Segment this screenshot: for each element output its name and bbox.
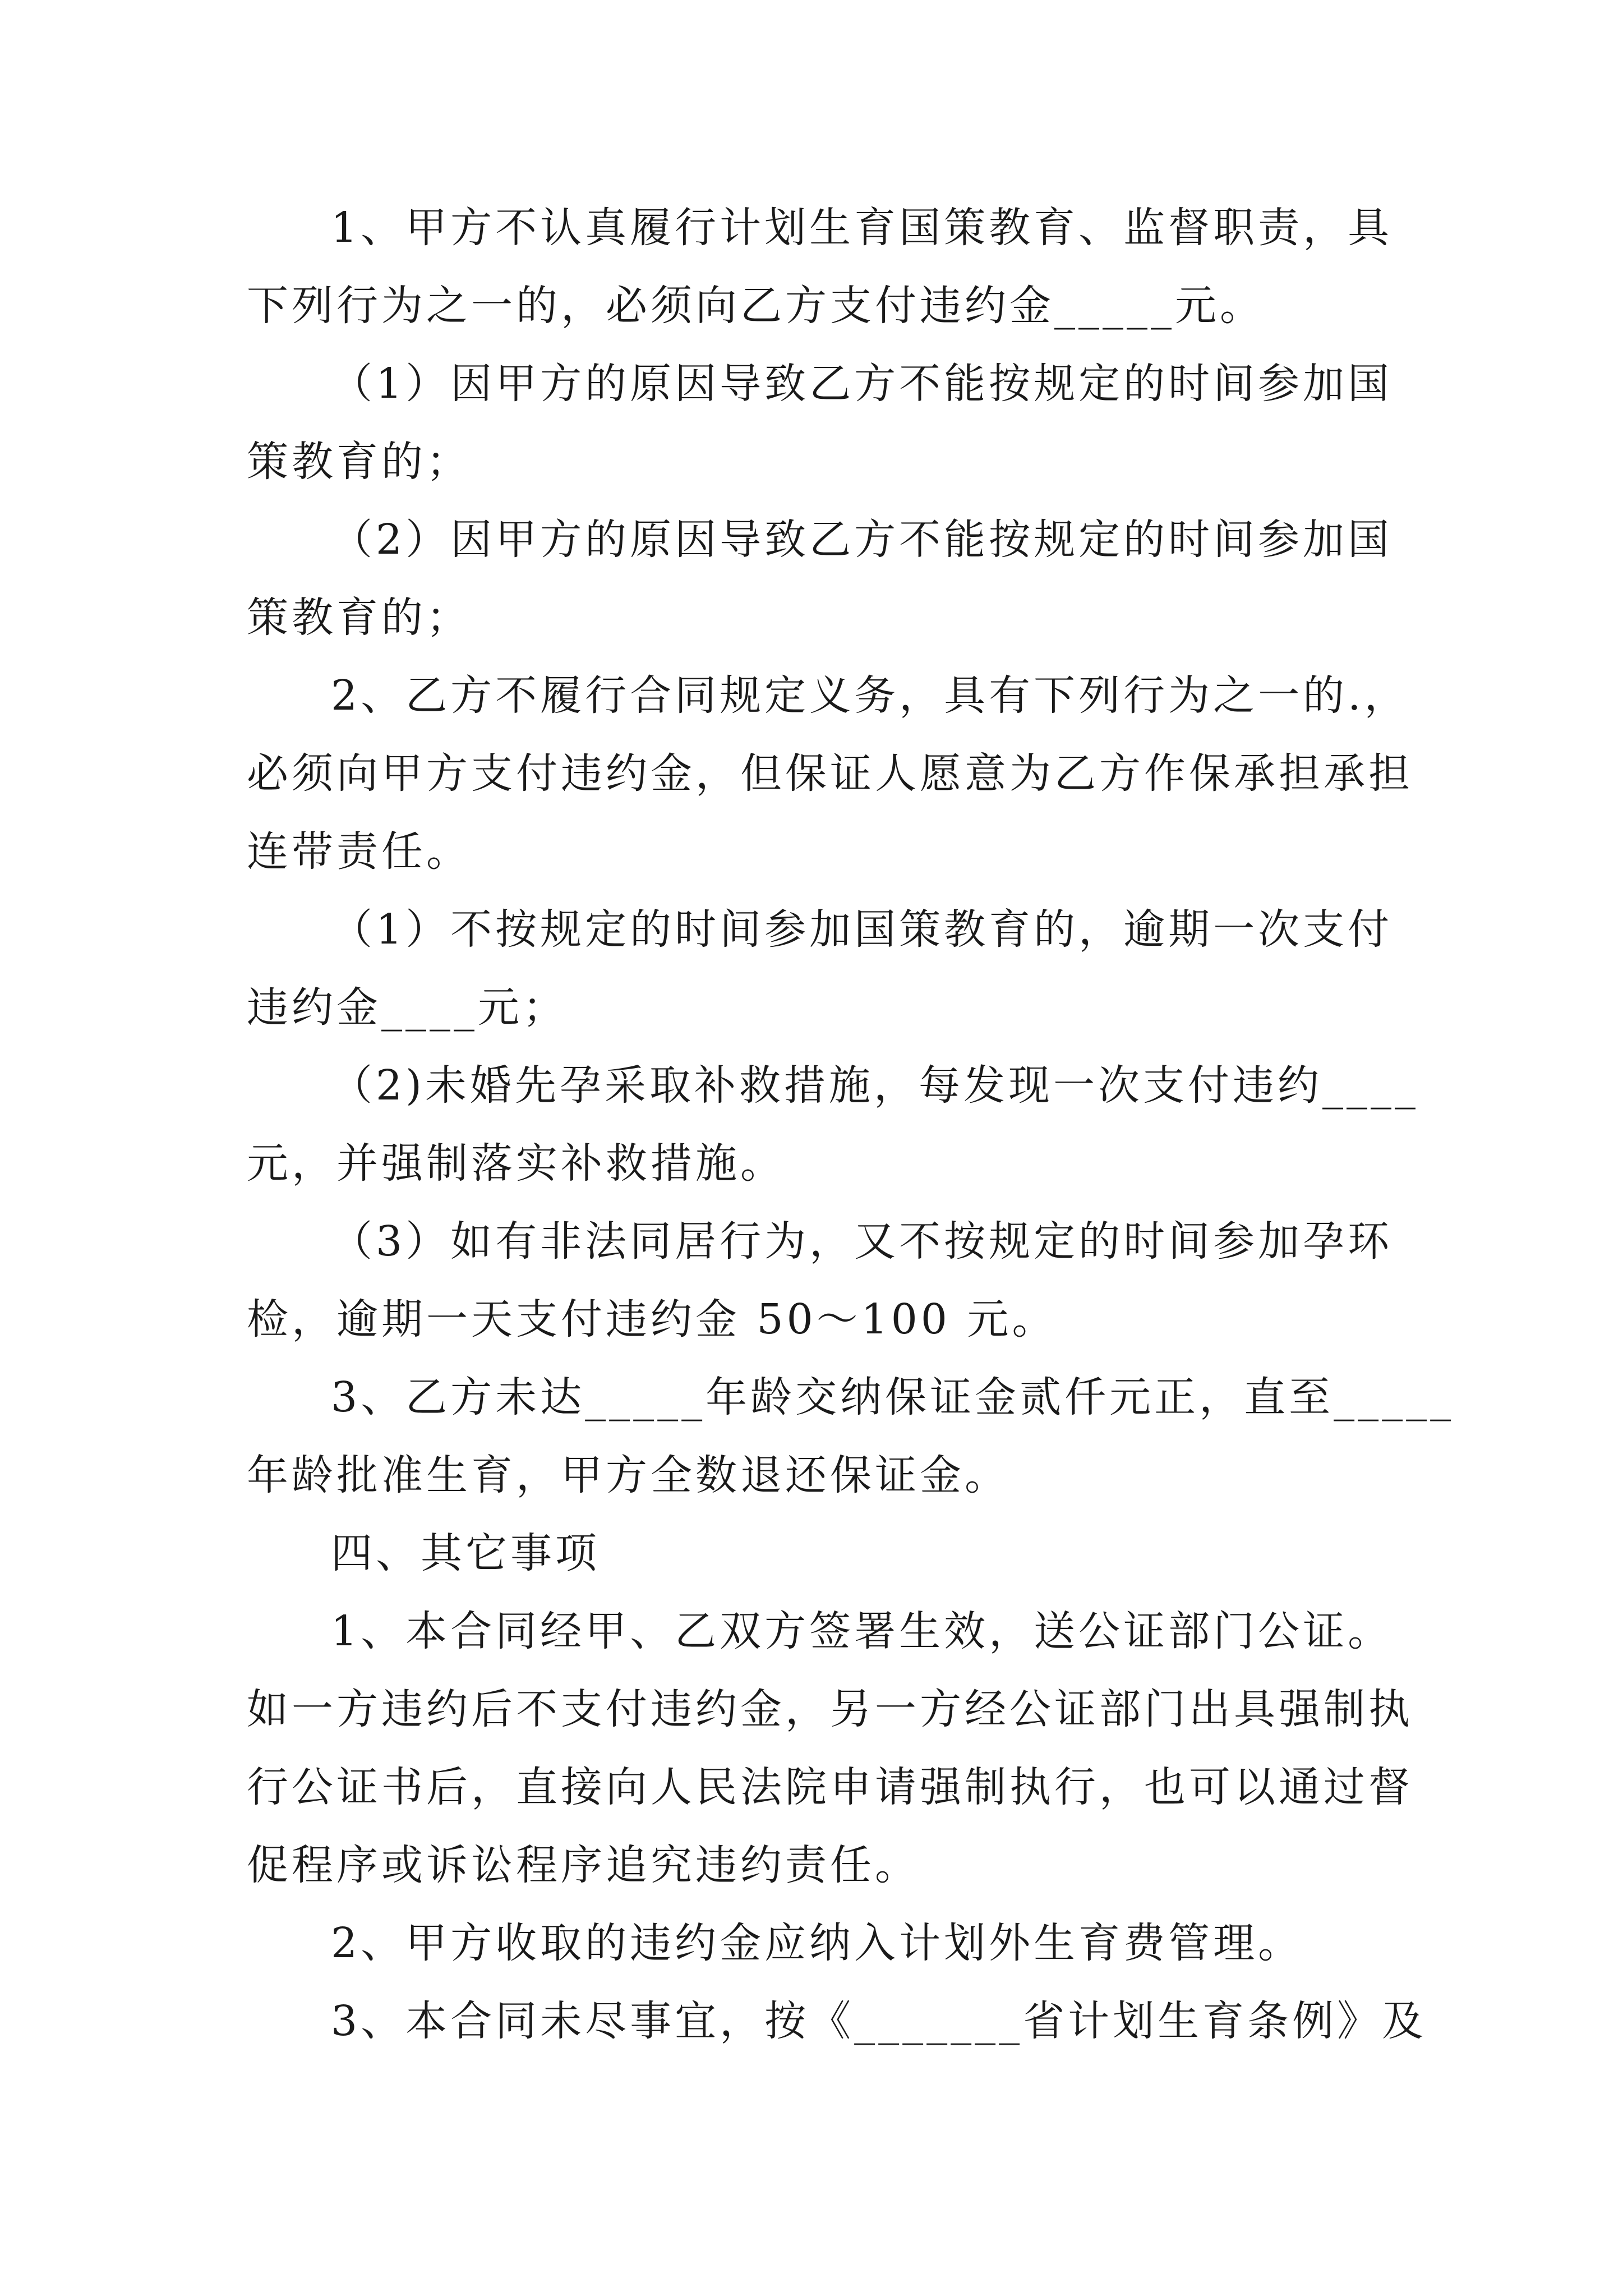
item-1-2-line-1: （2）因甲方的原因导致乙方不能按规定的时间参加国 [331, 516, 1393, 564]
section-heading-4: 四、其它事项 [331, 1529, 600, 1577]
paragraph-1-line-1: 1、甲方不认真履行计划生育国策教育、监督职责，具 [331, 204, 1393, 252]
section-4-paragraph-1-line-4: 促程序或诉讼程序追究违约责任。 [247, 1841, 920, 1889]
item-2-1-line-1: （1）不按规定的时间参加国策教育的，逾期一次支付 [331, 905, 1393, 954]
section-4-paragraph-1-line-3: 行公证书后，直接向人民法院申请强制执行，也可以通过督 [247, 1763, 1413, 1811]
paragraph-2-line-2: 必须向甲方支付违约金，但保证人愿意为乙方作保承担承担 [247, 749, 1413, 798]
item-2-3-line-2: 检，逾期一天支付违约金 50～100 元。 [247, 1295, 1057, 1343]
section-4-paragraph-2: 2、甲方收取的违约金应纳入计划外生育费管理。 [331, 1919, 1303, 1967]
paragraph-3-line-2: 年龄批准生育，甲方全数退还保证金。 [247, 1451, 1009, 1499]
item-2-2-line-2: 元，并强制落实补救措施。 [247, 1139, 785, 1188]
item-1-1-line-1: （1）因甲方的原因导致乙方不能按规定的时间参加国 [331, 360, 1393, 408]
paragraph-2-line-3: 连带责任。 [247, 827, 471, 876]
paragraph-2-line-1: 2、乙方不履行合同规定义务，具有下列行为之一的.， [331, 671, 1409, 720]
item-2-2-line-1: （2)未婚先孕采取补救措施，每发现一次支付违约____ [331, 1061, 1419, 1110]
item-2-1-line-2: 违约金____元； [247, 983, 568, 1032]
paragraph-1-line-2: 下列行为之一的，必须向乙方支付违约金_____元。 [247, 282, 1265, 330]
section-4-paragraph-1-line-1: 1、本合同经甲、乙双方签署生效，送公证部门公证。 [331, 1607, 1393, 1655]
paragraph-3-line-1: 3、乙方未达_____年龄交纳保证金贰仟元正，直至_____ [331, 1373, 1455, 1421]
item-1-2-line-2: 策教育的； [247, 593, 471, 642]
section-4-paragraph-1-line-2: 如一方违约后不支付违约金，另一方经公证部门出具强制执 [247, 1685, 1413, 1733]
item-1-1-line-2: 策教育的； [247, 438, 471, 486]
section-4-paragraph-3-line-1: 3、本合同未尽事宜，按《_______省计划生育条例》及 [331, 1997, 1427, 2045]
item-2-3-line-1: （3）如有非法同居行为，又不按规定的时间参加孕环 [331, 1217, 1393, 1266]
